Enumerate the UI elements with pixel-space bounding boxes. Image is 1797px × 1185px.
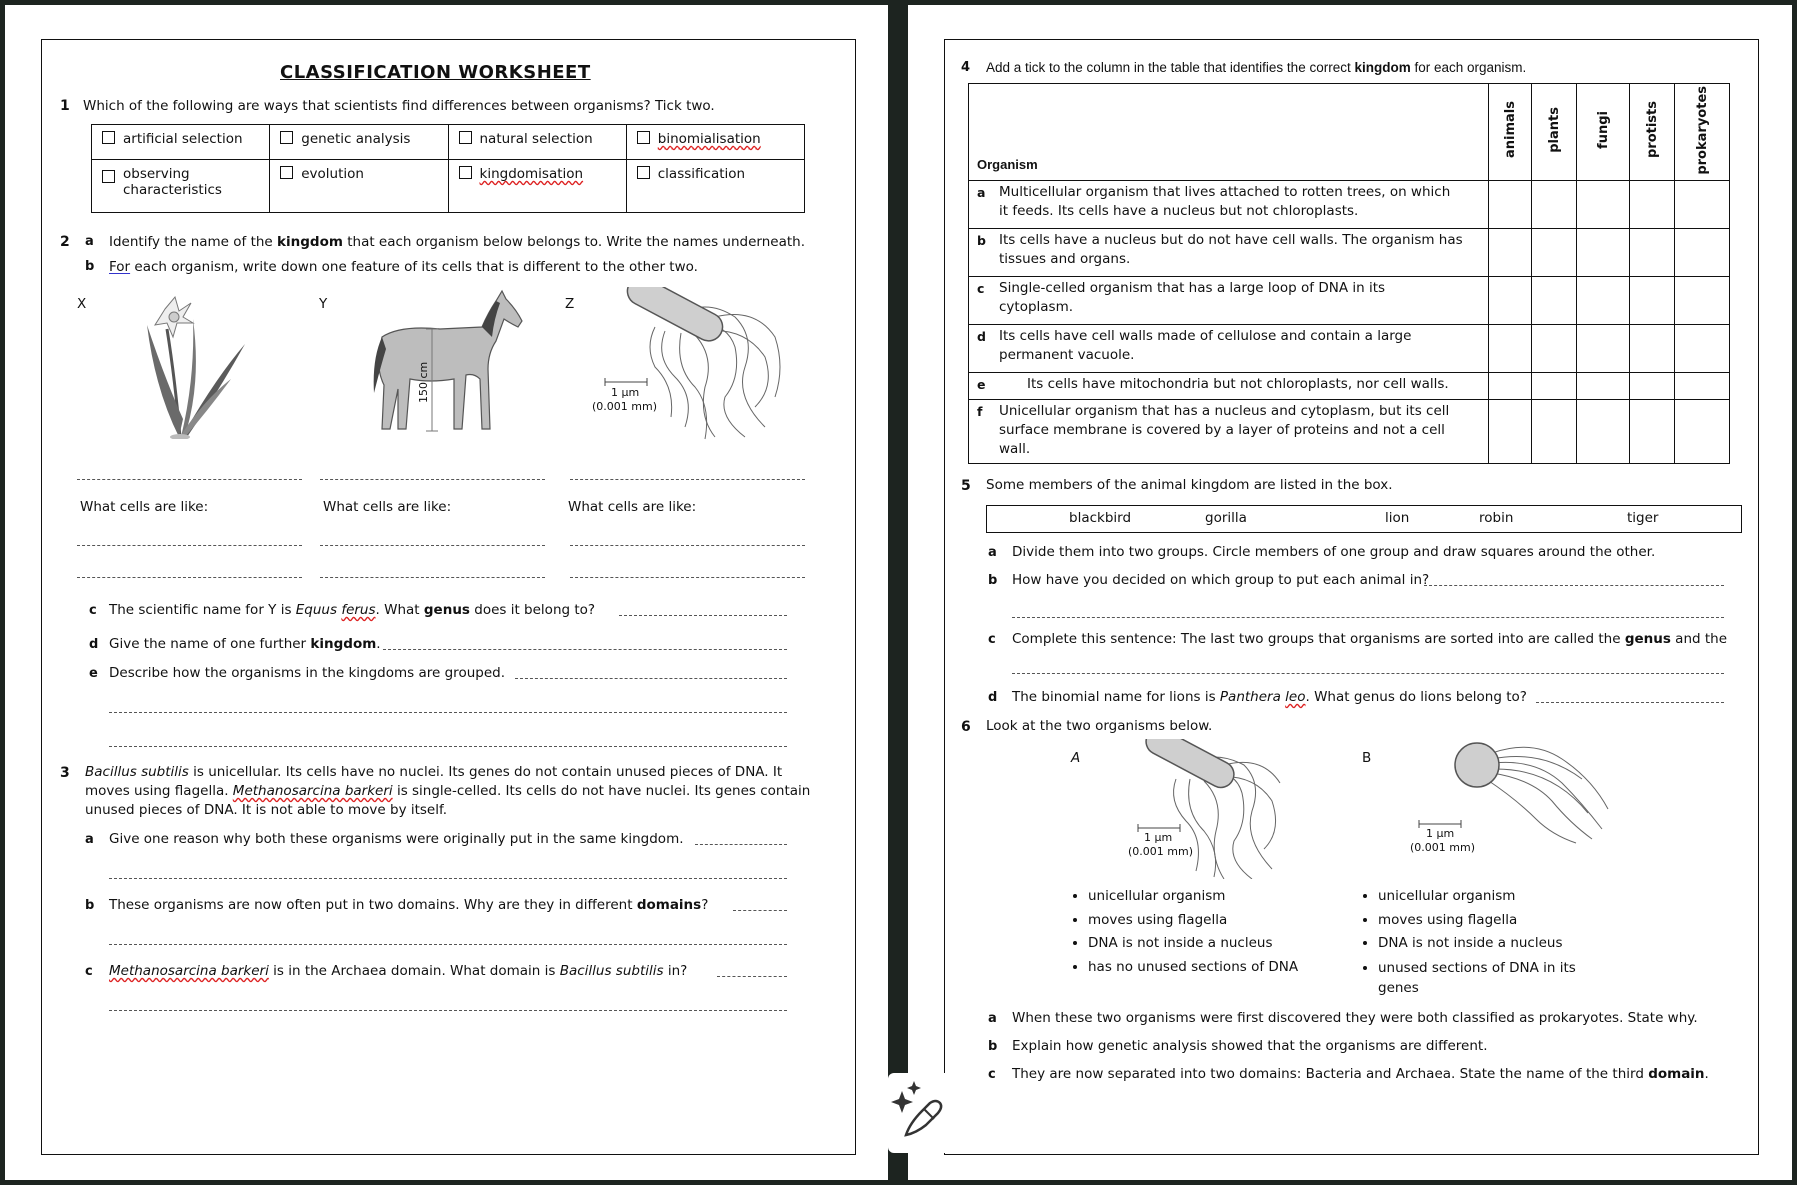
tick-cell-prokaryotes[interactable]	[1675, 399, 1730, 463]
page-title: CLASSIFICATION WORKSHEET	[280, 62, 591, 83]
answer-line[interactable]	[320, 479, 545, 480]
kingdom-table	[968, 83, 1730, 464]
option-cell[interactable]	[626, 160, 804, 213]
part-label: a	[977, 184, 986, 200]
organism-header: Organism	[969, 84, 1489, 181]
tick-cell-animals[interactable]	[1489, 399, 1532, 463]
tick-cell-protists[interactable]	[1630, 180, 1675, 228]
question-5a-text: Divide them into two groups. Circle members of one group and draw squares around the other.	[1012, 544, 1656, 560]
option-cell[interactable]	[270, 125, 448, 160]
question-5c-text: Complete this sentence: The last two groups that organisms are sorted into are called the genus and the	[1012, 631, 1728, 647]
description-line: tissues and organs.	[999, 250, 1131, 267]
part-label: c	[977, 280, 985, 296]
part-label: b	[988, 573, 998, 588]
option-cell[interactable]	[448, 160, 626, 213]
animal-name[interactable]: tiger	[1627, 510, 1659, 526]
question-6c-text: They are now separated into two domains: Bacteria and Archaea. State the name of the third domain.	[1012, 1066, 1709, 1082]
option-cell[interactable]	[448, 125, 626, 160]
feature-item: • has no unused sections of DNA	[1088, 956, 1298, 980]
question-3b-text: These organisms are now often put in two domains. Why are they in different domains?	[109, 897, 709, 913]
tick-cell-fungi[interactable]	[1577, 228, 1630, 276]
kingdom-header-fungi: fungi	[1577, 84, 1630, 181]
tick-cell-plants[interactable]	[1532, 324, 1577, 372]
magic-pen-icon	[888, 1073, 958, 1153]
part-label: d	[977, 328, 986, 344]
horse-height-label: 150 cm	[417, 361, 430, 403]
answer-line[interactable]	[1424, 585, 1724, 586]
tick-cell-animals[interactable]	[1489, 372, 1532, 399]
part-label: d	[89, 637, 99, 652]
feature-item: • moves using flagella	[1378, 909, 1598, 933]
checkbox[interactable]	[280, 131, 293, 144]
question-6-text: Look at the two organisms below.	[986, 718, 1213, 734]
option-label: observing characteristics	[123, 166, 222, 198]
answer-line[interactable]	[570, 479, 805, 480]
part-label: b	[988, 1039, 998, 1054]
tick-cell-plants[interactable]	[1532, 276, 1577, 324]
part-label: f	[977, 403, 983, 419]
question-6-number: 6	[961, 719, 971, 735]
question-4-number: 4	[961, 60, 971, 75]
bacterium-z-image	[615, 287, 785, 442]
organism-description	[969, 276, 1489, 324]
option-label: genetic analysis	[301, 131, 411, 147]
question-2-number: 2	[60, 234, 70, 250]
kingdom-header-animals: animals	[1489, 84, 1532, 181]
organism-description	[969, 372, 1489, 399]
checkbox[interactable]	[459, 166, 472, 179]
answer-line[interactable]	[1012, 617, 1724, 618]
organism-label-z: Z	[565, 296, 575, 312]
tick-cell-fungi[interactable]	[1577, 372, 1630, 399]
question-1-text: Which of the following are ways that scientists find differences between organisms? Tick two.	[83, 98, 715, 114]
answer-line[interactable]	[733, 910, 787, 911]
organism-label-y: Y	[319, 296, 328, 312]
daffodil-image	[135, 289, 255, 439]
description-line: it feeds. Its cells have a nucleus but not chloroplasts.	[999, 202, 1359, 219]
answer-line[interactable]	[1536, 702, 1724, 703]
option-label: binomialisation	[657, 131, 761, 147]
option-cell[interactable]	[92, 160, 270, 213]
part-label: a	[988, 545, 997, 560]
part-label: d	[988, 690, 998, 705]
question-3c-text: Methanosarcina barkeri is in the Archaea domain. What domain is Bacillus subtilis in?	[109, 963, 688, 979]
answer-line[interactable]	[383, 649, 787, 650]
cells-label-x: What cells are like:	[80, 499, 209, 515]
tick-cell-fungi[interactable]	[1577, 324, 1630, 372]
animal-name[interactable]: blackbird	[1069, 510, 1132, 526]
organism-a-features	[1066, 885, 1298, 979]
tick-cell-animals[interactable]	[1489, 228, 1532, 276]
description-line: Its cells have a nucleus but do not have cell walls. The organism has	[999, 231, 1463, 248]
question-1-options-table	[91, 124, 805, 213]
organism-row	[969, 276, 1730, 324]
description-line: surface membrane is covered by a layer of proteins and not a cell	[999, 421, 1445, 438]
cells-label-z: What cells are like:	[568, 499, 697, 515]
answer-line[interactable]	[320, 577, 545, 578]
option-label: natural selection	[479, 131, 593, 147]
kingdom-header-prokaryotes: prokaryotes	[1675, 84, 1730, 181]
feature-item: • unicellular organism	[1378, 885, 1598, 909]
part-label: c	[85, 964, 93, 979]
question-2a-text: Identify the name of the kingdom that each organism below belongs to. Write the names underneath.	[109, 234, 805, 250]
tick-cell-fungi[interactable]	[1577, 399, 1630, 463]
tick-cell-plants[interactable]	[1532, 228, 1577, 276]
horse-image	[370, 289, 530, 439]
ai-edit-button[interactable]	[888, 1073, 958, 1153]
option-cell[interactable]	[270, 160, 448, 213]
tick-cell-protists[interactable]	[1630, 276, 1675, 324]
organism-a-label: A	[1071, 750, 1081, 766]
checkbox[interactable]	[102, 170, 115, 183]
tick-cell-plants[interactable]	[1532, 399, 1577, 463]
description-line: Single-celled organism that has a large loop of DNA in its	[999, 279, 1386, 296]
scale-mm-label: (0.001 mm)	[1410, 841, 1476, 854]
description-line: permanent vacuole.	[999, 346, 1135, 363]
answer-line[interactable]	[109, 746, 787, 747]
feature-item: • DNA is not inside a nucleus	[1088, 932, 1298, 956]
scale-label: 1 µm	[611, 386, 640, 399]
tick-cell-prokaryotes[interactable]	[1675, 324, 1730, 372]
part-label: b	[85, 259, 95, 274]
tick-cell-animals[interactable]	[1489, 324, 1532, 372]
answer-line[interactable]	[619, 615, 787, 616]
organism-label-x: X	[77, 296, 87, 312]
question-4-text: Add a tick to the column in the table that identifies the correct kingdom for each organism.	[986, 60, 1527, 75]
question-6a-text: When these two organisms were first discovered they were both classified as prokaryotes. State why.	[1012, 1010, 1698, 1026]
animal-name[interactable]: lion	[1385, 510, 1410, 526]
organism-description	[969, 228, 1489, 276]
option-cell[interactable]	[626, 125, 804, 160]
question-5d-text: The binomial name for lions is Panthera leo. What genus do lions belong to?	[1012, 689, 1527, 705]
checkbox[interactable]	[637, 131, 650, 144]
description-line: cytoplasm.	[999, 298, 1074, 315]
answer-line[interactable]	[109, 878, 787, 879]
tick-cell-prokaryotes[interactable]	[1675, 180, 1730, 228]
tick-cell-prokaryotes[interactable]	[1675, 228, 1730, 276]
tick-cell-prokaryotes[interactable]	[1675, 276, 1730, 324]
question-1-number: 1	[60, 98, 70, 114]
answer-line[interactable]	[717, 976, 787, 977]
answer-line[interactable]	[320, 545, 545, 546]
tick-cell-animals[interactable]	[1489, 180, 1532, 228]
organism-row	[969, 399, 1730, 463]
scale-mm-label: (0.001 mm)	[1128, 845, 1194, 858]
organism-row	[969, 372, 1730, 399]
description-line: Unicellular organism that has a nucleus and cytoplasm, but its cell	[999, 402, 1450, 419]
tick-cell-fungi[interactable]	[1577, 180, 1630, 228]
option-label: kingdomisation	[479, 166, 584, 182]
part-label: a	[988, 1011, 997, 1026]
question-5-text: Some members of the animal kingdom are listed in the box.	[986, 477, 1393, 493]
feature-item: • moves using flagella	[1088, 909, 1298, 933]
description-line: Its cells have mitochondria but not chloroplasts, nor cell walls.	[1027, 375, 1449, 392]
tick-cell-protists[interactable]	[1630, 399, 1675, 463]
question-3-intro-line2: moves using flagella. Methanosarcina barkeri is single-celled. Its cells do not have nuclei. Its genes contain	[85, 783, 811, 799]
tick-cell-protists[interactable]	[1630, 228, 1675, 276]
organism-a-image	[1144, 739, 1284, 879]
tick-cell-prokaryotes[interactable]	[1675, 372, 1730, 399]
organism-description	[969, 399, 1489, 463]
answer-line[interactable]	[77, 545, 302, 546]
tick-cell-protists[interactable]	[1630, 372, 1675, 399]
organism-description	[969, 180, 1489, 228]
answer-line[interactable]	[109, 944, 787, 945]
scale-label: 1 µm	[1144, 831, 1173, 844]
feature-item: • unused sections of DNA in its genes	[1378, 956, 1598, 998]
answer-line[interactable]	[1012, 673, 1724, 674]
organism-row	[969, 324, 1730, 372]
question-2c-text: The scientific name for Y is Equus ferus. What genus does it belong to?	[109, 602, 596, 618]
animal-name[interactable]: robin	[1479, 510, 1514, 526]
question-2b-text: For each organism, write down one feature of its cells that is different to the other two.	[109, 259, 698, 275]
feature-item: • DNA is not inside a nucleus	[1378, 932, 1598, 956]
part-label: a	[85, 234, 94, 249]
question-3-intro-line1: Bacillus subtilis is unicellular. Its cells have no nuclei. Its genes do not contain unused pieces of DNA. It	[85, 764, 783, 780]
answer-line[interactable]	[570, 545, 805, 546]
tick-cell-animals[interactable]	[1489, 276, 1532, 324]
organism-b-image	[1452, 739, 1612, 849]
question-2d-text: Give the name of one further kingdom.	[109, 636, 381, 652]
scale-mm-label: (0.001 mm)	[592, 400, 658, 413]
question-5b-text: How have you decided on which group to put each animal in?	[1012, 572, 1430, 588]
tick-cell-plants[interactable]	[1532, 180, 1577, 228]
option-label: classification	[657, 166, 746, 182]
cells-label-y: What cells are like:	[323, 499, 452, 515]
animal-list-box	[986, 505, 1742, 533]
answer-line[interactable]	[695, 844, 787, 845]
organism-description	[969, 324, 1489, 372]
worksheet-page-right	[908, 5, 1792, 1180]
answer-line[interactable]	[515, 678, 787, 679]
part-label: a	[85, 832, 94, 847]
part-label: e	[89, 666, 98, 681]
part-label: b	[977, 232, 986, 248]
part-label: b	[85, 898, 95, 913]
question-2e-text: Describe how the organisms in the kingdoms are grouped.	[109, 665, 505, 681]
checkbox[interactable]	[637, 166, 650, 179]
kingdom-header-protists: protists	[1630, 84, 1675, 181]
kingdom-header-plants: plants	[1532, 84, 1577, 181]
answer-line[interactable]	[77, 577, 302, 578]
worksheet-page-left	[5, 5, 888, 1180]
checkbox[interactable]	[102, 131, 115, 144]
question-3-intro-line3: unused pieces of DNA. It is not able to move by itself.	[85, 802, 448, 818]
description-line: Its cells have cell walls made of cellulose and contain a large	[999, 327, 1412, 344]
option-cell[interactable]	[92, 125, 270, 160]
part-label: c	[988, 1067, 996, 1082]
description-line: wall.	[999, 440, 1031, 457]
animal-name[interactable]: gorilla	[1205, 510, 1247, 526]
organism-b-label: B	[1362, 750, 1372, 766]
option-label: evolution	[301, 166, 364, 182]
scale-label: 1 µm	[1426, 827, 1455, 840]
tick-cell-fungi[interactable]	[1577, 276, 1630, 324]
answer-line[interactable]	[109, 1010, 787, 1011]
tick-cell-plants[interactable]	[1532, 372, 1577, 399]
answer-line[interactable]	[77, 479, 302, 480]
organism-row	[969, 180, 1730, 228]
feature-item: • unicellular organism	[1088, 885, 1298, 909]
organism-row	[969, 228, 1730, 276]
part-label: c	[988, 632, 996, 647]
organism-b-features	[1356, 885, 1598, 998]
option-label: artificial selection	[123, 131, 243, 147]
answer-line[interactable]	[570, 577, 805, 578]
part-label: e	[977, 376, 986, 392]
checkbox[interactable]	[459, 131, 472, 144]
question-3-number: 3	[60, 765, 70, 781]
answer-line[interactable]	[109, 712, 787, 713]
question-3a-text: Give one reason why both these organisms were originally put in the same kingdom.	[109, 831, 684, 847]
description-line: Multicellular organism that lives attached to rotten trees, on which	[999, 183, 1451, 200]
question-5-number: 5	[961, 478, 971, 494]
tick-cell-protists[interactable]	[1630, 324, 1675, 372]
part-label: c	[89, 603, 97, 618]
question-6b-text: Explain how genetic analysis showed that the organisms are different.	[1012, 1038, 1488, 1054]
checkbox[interactable]	[280, 166, 293, 179]
